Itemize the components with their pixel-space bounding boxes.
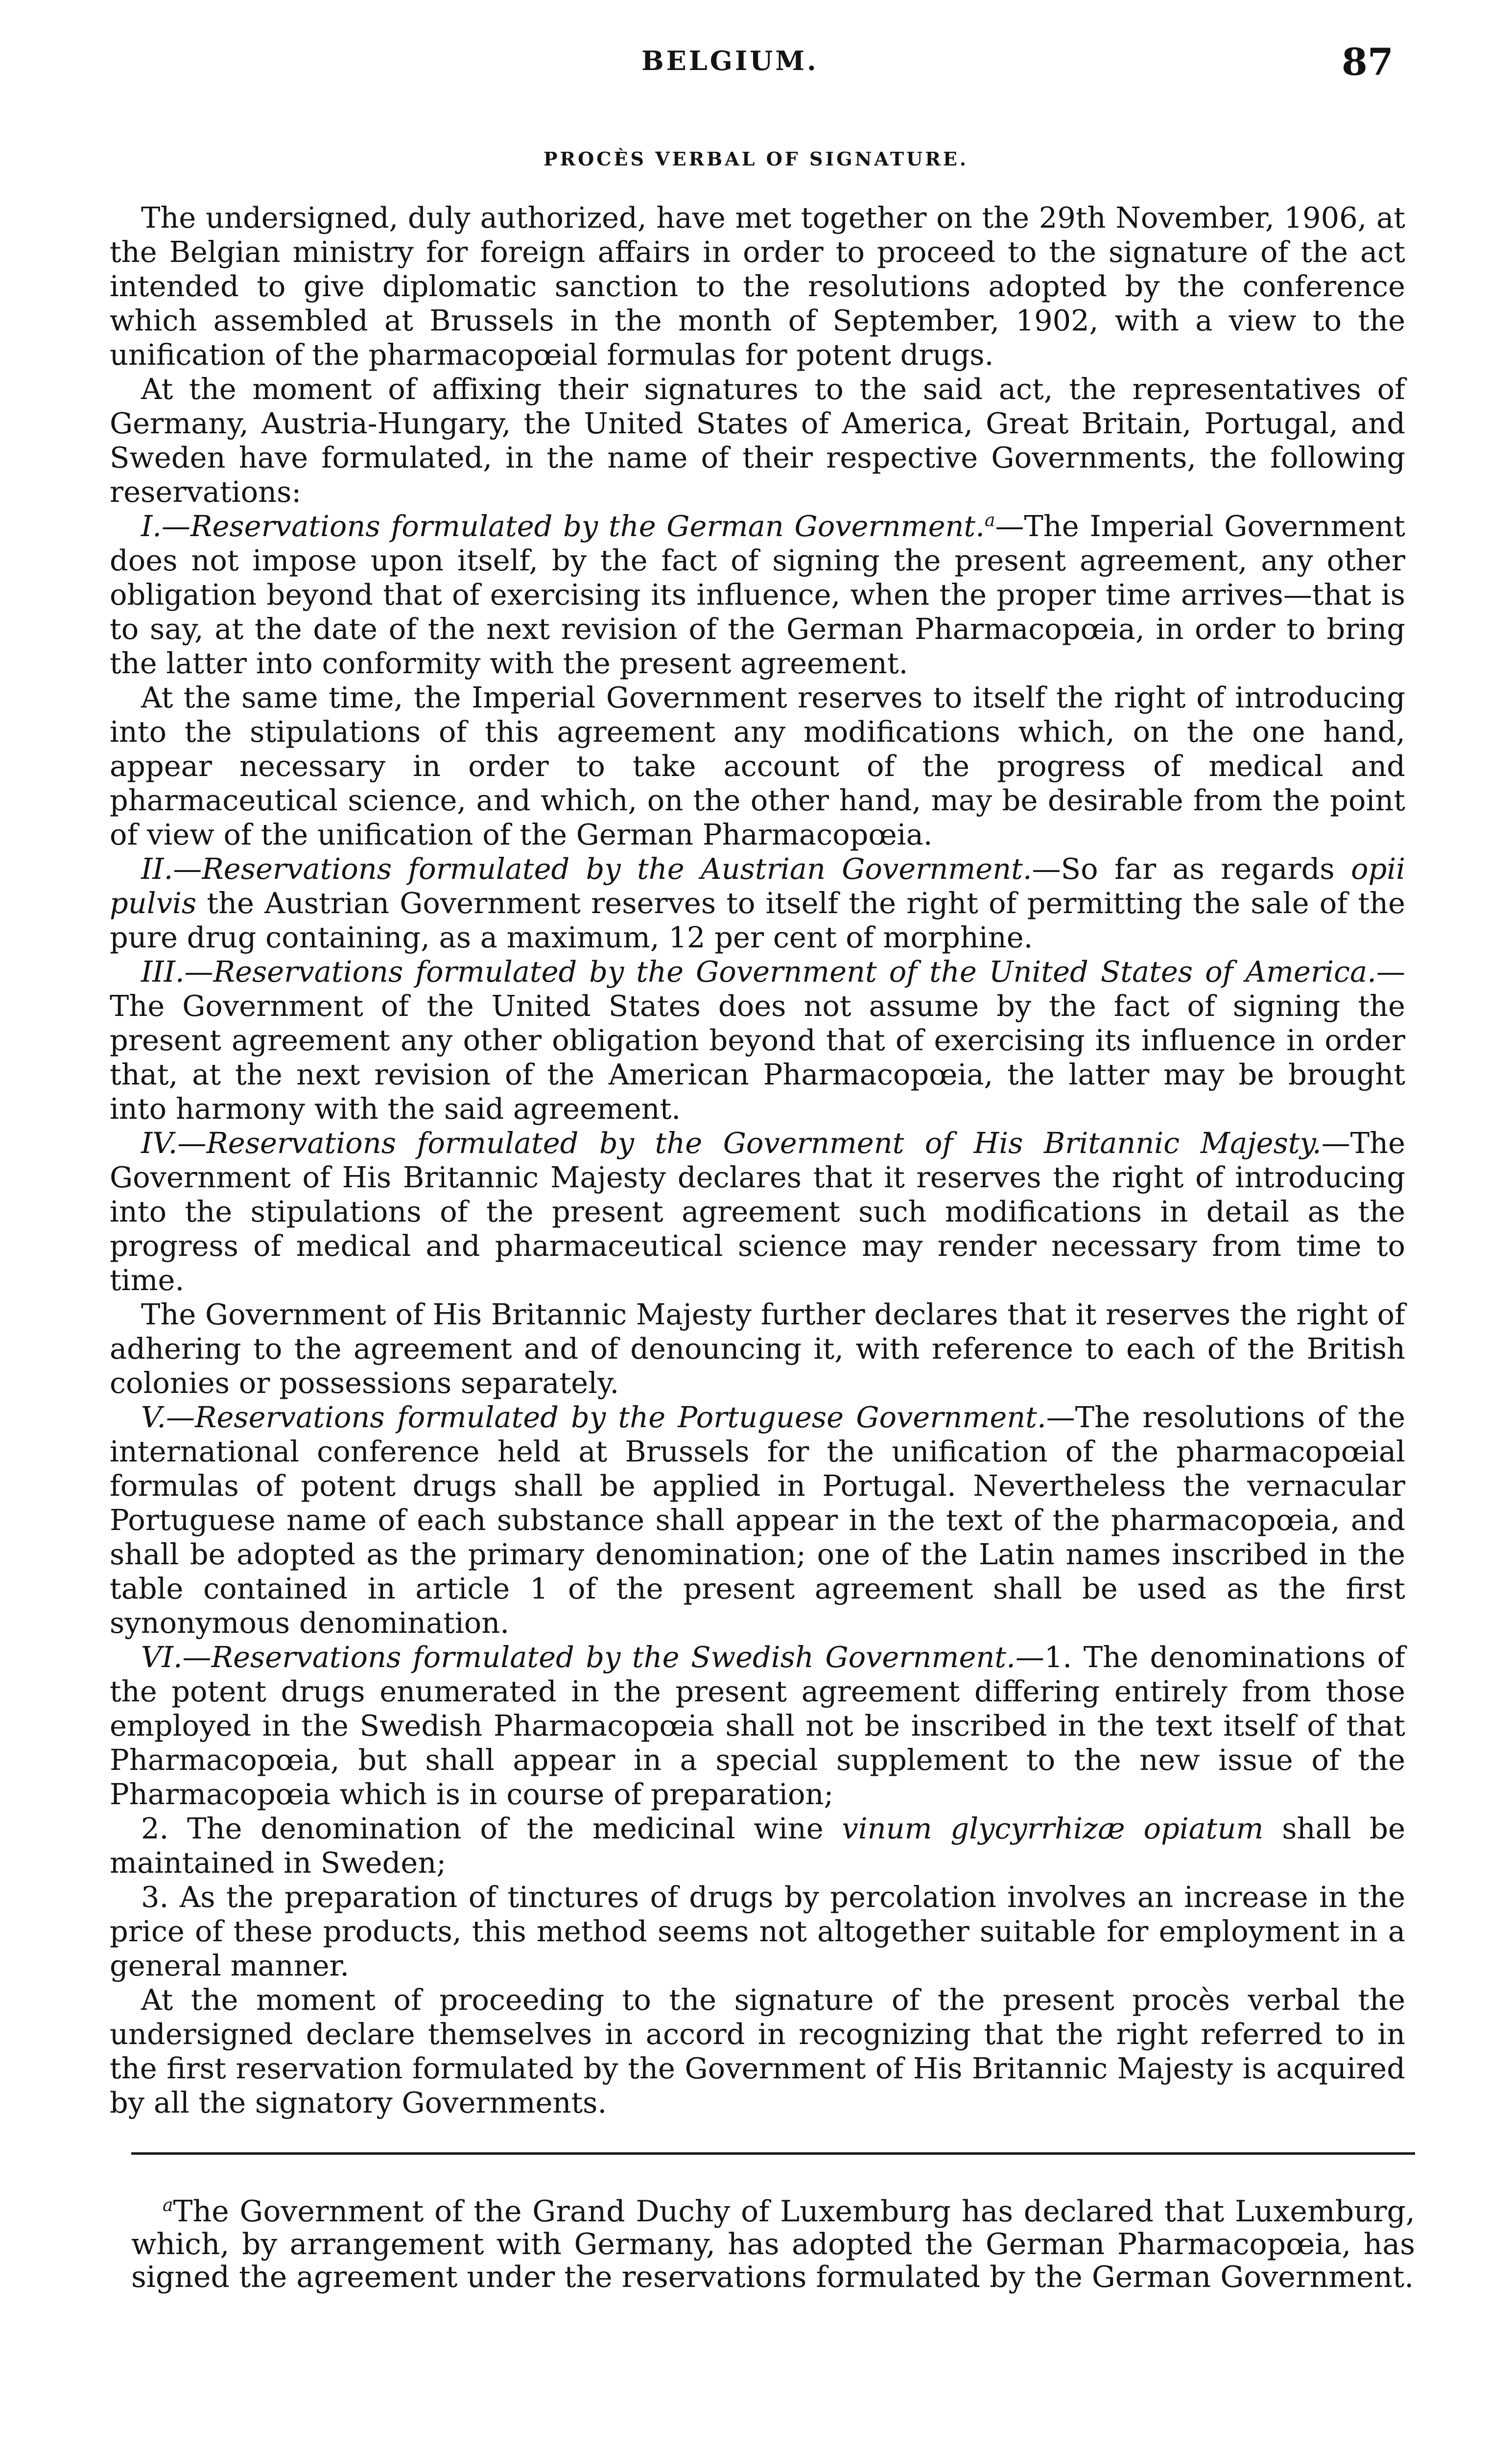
reservation-heading: VI.—Reservations formulated by the Swedish Government.: [141, 1640, 1016, 1674]
reservation-austrian: [110, 852, 1405, 955]
paragraph: [110, 1812, 1405, 1880]
paragraph-text: shall be maintained in Sweden;: [110, 1812, 1405, 1880]
paragraph-text: 2. The denomination of the medicinal wine: [141, 1812, 842, 1845]
drug-name: opii pulvis: [110, 852, 1405, 920]
reservation-text: —The resolutions of the international conference held at Brussels for the unification of the pharmacopœial formulas of potent drugs shall be applied in Portugal. Nevertheless the vernacular Portuguese name of each substance shall appear in the text of the pharmacopœia, and shall be adopted as the primary denomination; one of the Latin names inscribed in the table contained in article 1 of the present agreement shall be used as the first synonymous denomination.: [110, 1400, 1405, 1640]
paragraph: [110, 681, 1405, 852]
paragraph: [110, 1880, 1405, 1983]
reservation-heading: I.—Reservations formulated by the German Government.: [141, 509, 985, 543]
reservation-text: —1. The denominations of the potent drugs enumerated in the present agreement differing entirely from those employed in the Swedish Pharmacopœia shall not be inscribed in the text itself of that Pharmacopœia, but shall appear in a special supplement to the new issue of the Pharmacopœia which is in course of preparation;: [110, 1640, 1406, 1811]
paragraph: [110, 201, 1405, 372]
reservation-german: [110, 509, 1405, 681]
reservation-heading: V.—Reservations formulated by the Portuguese Government.: [141, 1400, 1046, 1434]
running-head: BELGIUM.: [641, 45, 819, 76]
paragraph-text: 3. As the preparation of tinctures of drugs by percolation involves an increase in the price of these products, this method seems not altogether suitable for employment in a general manner.: [110, 1880, 1405, 1982]
paragraph: [110, 1983, 1405, 2120]
reservation-united-states: [110, 955, 1405, 1126]
reservation-swedish: [110, 1640, 1405, 1812]
paragraph-text: At the moment of affixing their signatures to the said act, the representatives of Germany, Austria-Hungary, the United States of America, Great Britain, Portugal, and Sweden have formulated, in the name of their respective Governments, the following reservations:: [110, 372, 1405, 509]
reservation-heading: II.—Reservations formulated by the Austrian Government.: [141, 852, 1032, 886]
footnote-divider: [131, 2152, 1415, 2155]
reservation-portuguese: [110, 1400, 1405, 1640]
reservation-text: —The Government of His Britannic Majesty declares that it reserves the right of introducing into the stipulations of the present agreement such modifications in detail as the progress of medical and pharmaceutical science may render necessary from time to time.: [110, 1126, 1405, 1297]
body-text: [110, 201, 1405, 2120]
reservation-heading: IV.—Reservations formulated by the Government of His Britannic Majesty.: [141, 1126, 1322, 1160]
page-number: 87: [1342, 40, 1394, 84]
footnote-marker: a: [163, 2195, 173, 2215]
paragraph: [110, 1297, 1405, 1400]
reservation-text: —The Imperial Government does not impose upon itself, by the fact of signing the present agreement, any other obligation beyond that of exercising its influence, when the proper time arrives—that is to say, at the date of the next revision of the German Pharmacopœia, in order to bring the latter into conformity with the present agreement.: [110, 509, 1405, 680]
footnote: [131, 2195, 1415, 2294]
paragraph-text: The undersigned, duly authorized, have met together on the 29th November, 1906, at the Belgian ministry for foreign affairs in order to proceed to the signature of the act intended to give diplomatic sanction to the resolutions adopted by the conference which assembled at Brussels in the month of September, 1902, with a view to the unification of the pharmacopœial formulas for potent drugs.: [110, 201, 1405, 372]
reservation-text: the Austrian Government reserves to itself the right of permitting the sale of the pure drug containing, as a maximum, 12 per cent of morphine.: [110, 886, 1405, 954]
reservation-heading: III.—Reservations formulated by the Government of the United States of America.: [141, 955, 1376, 989]
paragraph-text: The Government of His Britannic Majesty further declares that it reserves the right of adhering to the agreement and of denouncing it, with reference to each of the British colonies or possessions separately.: [110, 1297, 1405, 1400]
paragraph-text: At the same time, the Imperial Government reserves to itself the right of introducing into the stipulations of this agreement any modifications which, on the one hand, appear necessary in order to take account of the progress of medical and pharmaceutical science, and which, on the other hand, may be desirable from the point of view of the unification of the German Pharmacopœia.: [110, 681, 1405, 851]
reservation-text: —The Government of the United States does not assume by the fact of signing the present agreement any other obligation beyond that of exercising its influence in order that, at the next revision of the American Pharmacopœia, the latter may be brought into harmony with the said agreement.: [110, 955, 1405, 1126]
reservation-britannic: [110, 1126, 1405, 1297]
reservation-text: —So far as regards: [1032, 852, 1351, 886]
footnote-reference: a: [984, 510, 995, 531]
drug-name: vinum glycyrrhizæ opiatum: [842, 1812, 1264, 1845]
paragraph-text: At the moment of proceeding to the signature of the present procès verbal the undersigned declare themselves in accord in recognizing that the right referred to in the first reservation formulated by the Government of His Britannic Majesty is acquired by all the signatory Governments.: [110, 1983, 1405, 2119]
paragraph: [110, 372, 1405, 509]
section-title: PROCÈS VERBAL OF SIGNATURE.: [543, 148, 969, 170]
footnote-text: The Government of the Grand Duchy of Luxemburg has declared that Luxemburg, which, by arrangement with Germany, has adopted the German Pharmacopœia, has signed the agreement under the reservations formulated by the German Government.: [131, 2194, 1415, 2294]
